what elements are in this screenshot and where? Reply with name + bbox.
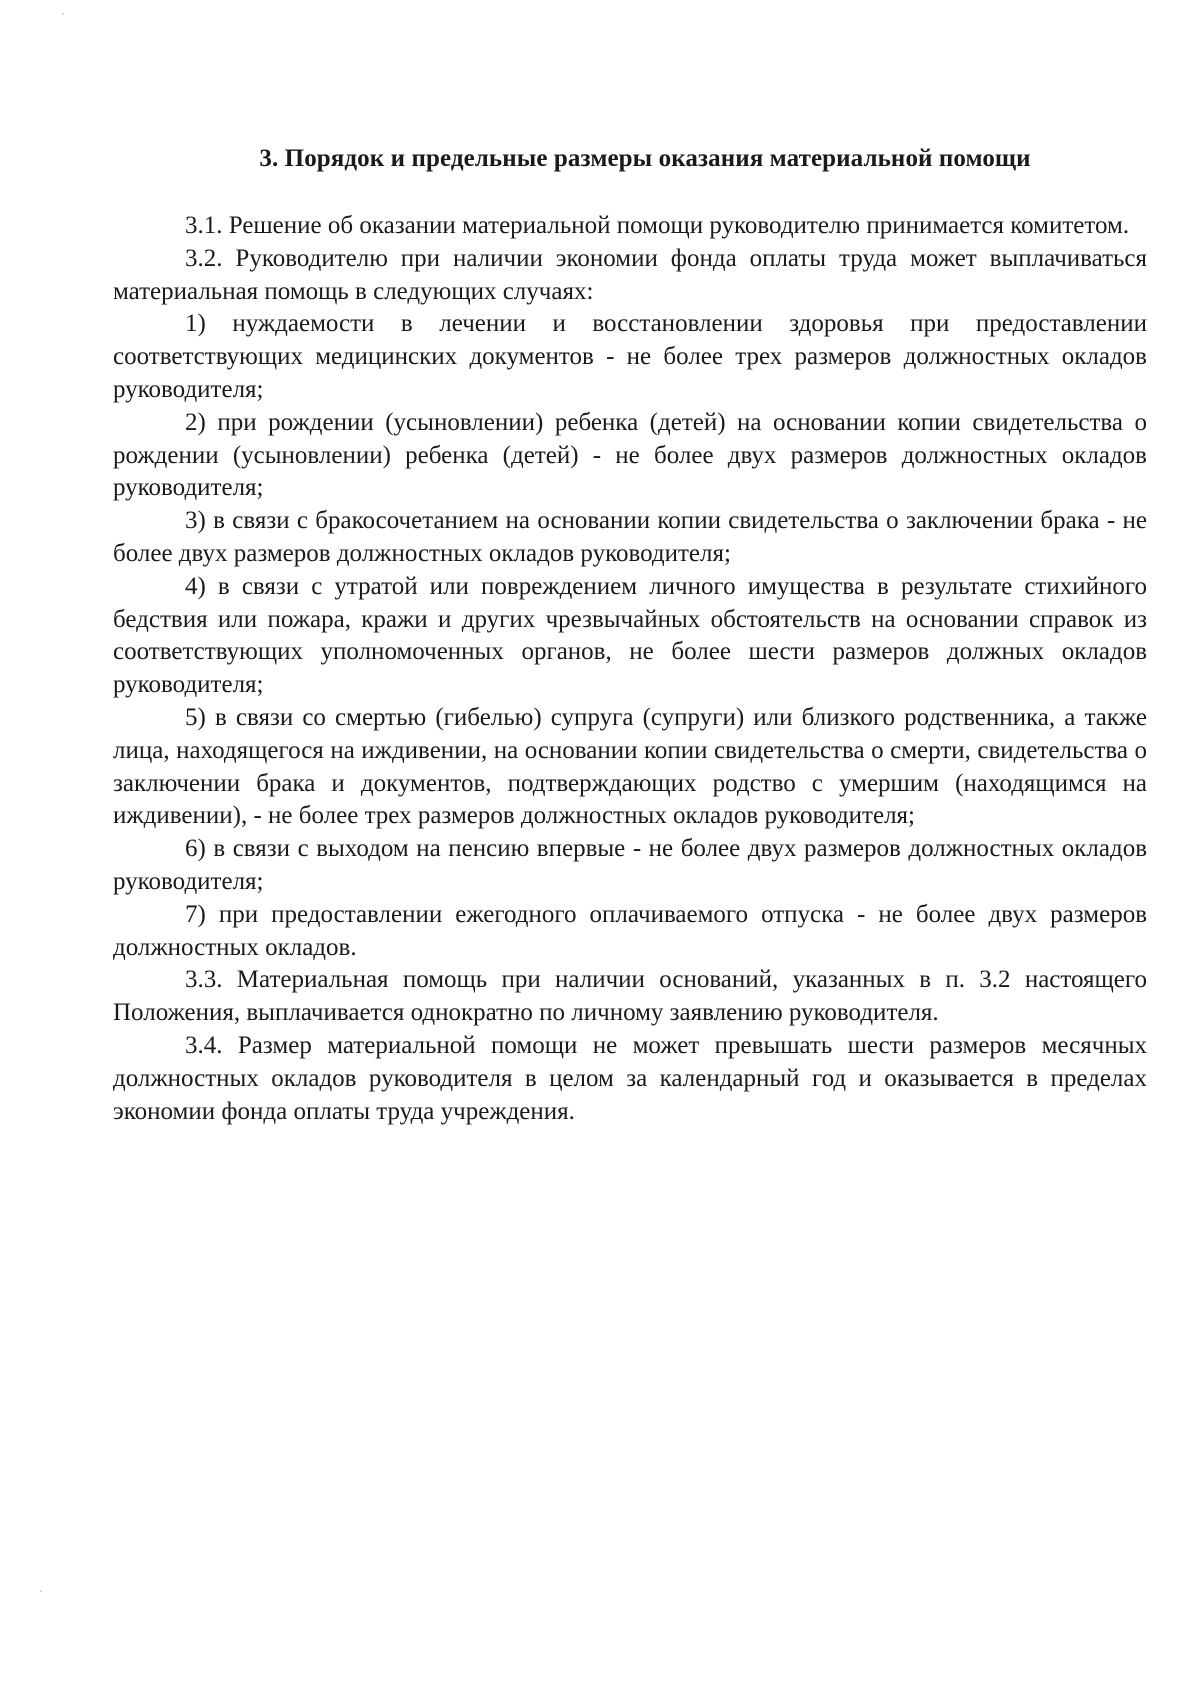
section-body — [113, 210, 1147, 1128]
list-item-5: 5) в связи со смертью (гибелью) супруга (супруги) или близкого родственника, а также лица, находящегося на иждивении, на основании копии свидетельства о смерти, свидетельства о заключении брака и документов, подтверждающих родство с умершим (находящимся на иждивении), - не более трех размеров должностных окладов руководителя; — [113, 703, 1147, 830]
paragraph-3-3: 3.3. Материальная помощь при наличии оснований, указанных в п. 3.2 настоящего Положения, выплачивается однократно по личному заявлению руководителя. — [113, 966, 1147, 1027]
paragraph-3-1: 3.1. Решение об оказании материальной помощи руководителю принимается комитетом. — [185, 212, 1130, 239]
paragraph-3-2: 3.2. Руководителю при наличии экономии фонда оплаты труда может выплачиваться материальная помощь в следующих случаях: — [113, 244, 1147, 305]
list-item-4: 4) в связи с утратой или повреждением личного имущества в результате стихийного бедствия или пожара, кражи и других чрезвычайных обстоятельств на основании справок из соответствующих уполномоченных органов, не более шести размеров должных окладов руководителя; — [113, 572, 1147, 699]
section-heading: 3. Порядок и предельные размеры оказания материальной помощи — [259, 145, 1031, 172]
list-item-6: 6) в связи с выходом на пенсию впервые - не более двух размеров должностных окладов руководителя; — [113, 835, 1147, 895]
list-item-3: 3) в связи с бракосочетанием на основании копии свидетельства о заключении брака - не более двух размеров должностных окладов руководителя; — [113, 507, 1147, 567]
list-item-1: 1) нуждаемости в лечении и восстановлении здоровья при предоставлении соответствующих медицинских документов - не более трех размеров должностных окладов руководителя; — [113, 310, 1147, 403]
scan-speck — [40, 1590, 42, 1592]
list-item-7: 7) при предоставлении ежегодного оплачиваемого отпуска - не более двух размеров должностных окладов. — [113, 900, 1147, 961]
list-item-2: 2) при рождении (усыновлении) ребенка (детей) на основании копии свидетельства о рождении (усыновлении) ребенка (детей) - не более двух размеров должностных окладов руководителя; — [113, 408, 1147, 502]
paragraph-3-4: 3.4. Размер материальной помощи не может превышать шести размеров месячных должностных окладов руководителя в целом за календарный год и оказывается в пределах экономии фонда оплаты труда учреждения. — [113, 1031, 1147, 1125]
scan-speck — [62, 13, 64, 15]
